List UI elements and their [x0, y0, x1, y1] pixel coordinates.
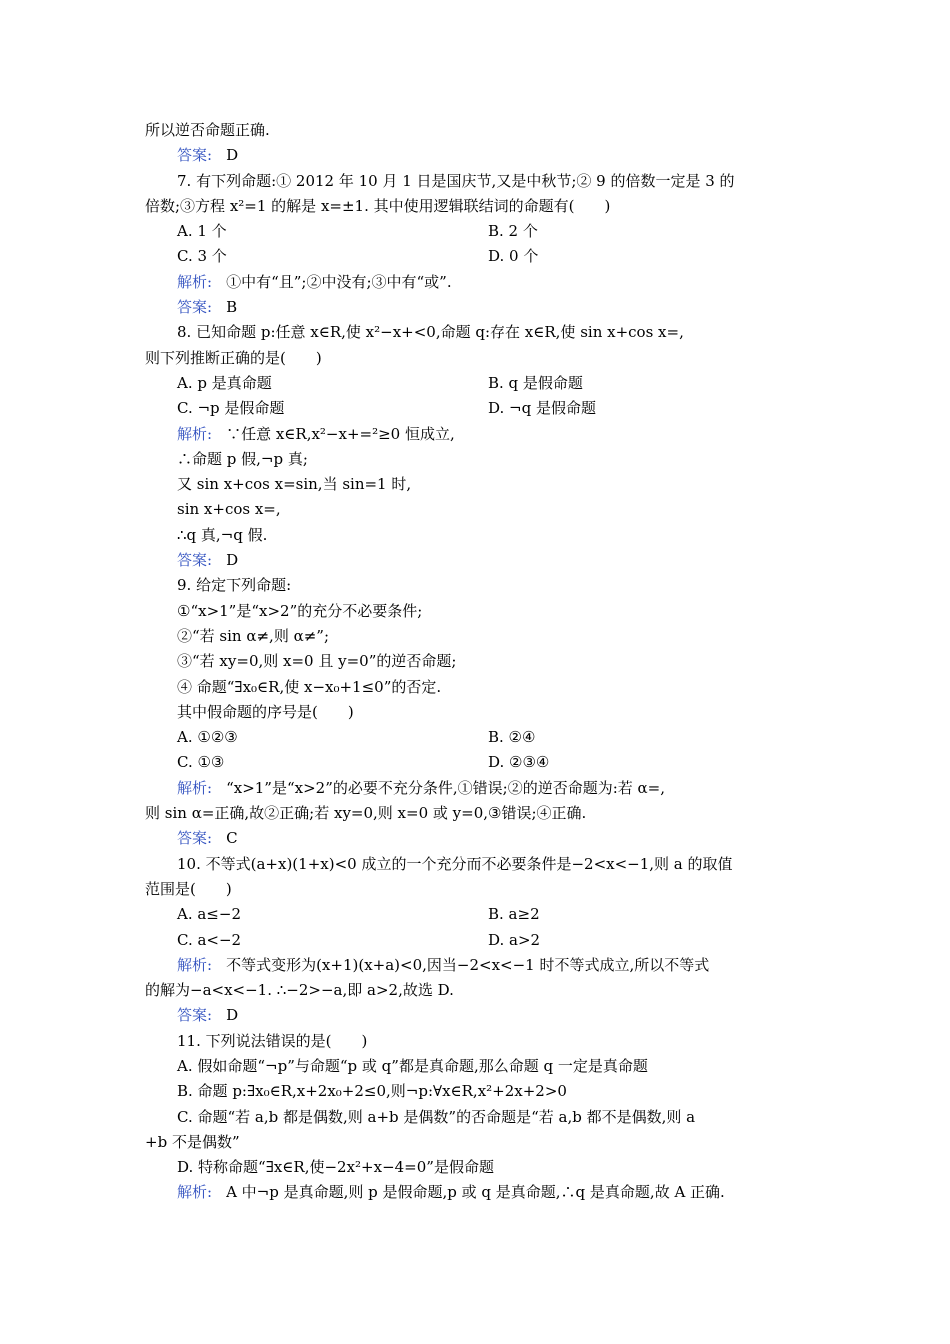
option-right: D. ¬q 是假命题: [488, 399, 596, 418]
text-line: A. 假如命题“¬p”与命题“p 或 q”都是真命题,那么命题 q 一定是真命题: [177, 1056, 648, 1075]
options-row: [145, 902, 810, 927]
text-line: +b 不是偶数”: [145, 1132, 240, 1151]
analysis-text: ∵任意 x∈R,x²−x+=²≥0 恒成立,: [226, 424, 455, 443]
option-right: D. a>2: [488, 930, 541, 949]
analysis-text: ①中有“且”;②中没有;③中有“或”.: [226, 272, 452, 291]
options-row: [145, 750, 810, 775]
answer-text: D: [226, 551, 239, 570]
text-line: 范围是( ): [145, 879, 232, 898]
options-row: [145, 371, 810, 396]
option-right: D. 0 个: [488, 247, 539, 266]
analysis-line: [145, 270, 810, 295]
option-left: C. ①③: [177, 753, 225, 772]
answer-label: 答案:: [177, 551, 213, 570]
analysis-label: 解析:: [177, 424, 213, 443]
analysis-text: 不等式变形为(x+1)(x+a)<0,因当−2<x<−1 时不等式成立,所以不等式: [226, 955, 710, 974]
analysis-line: [145, 776, 810, 801]
analysis-line: [145, 422, 810, 447]
option-left: A. p 是真命题: [177, 373, 272, 392]
analysis-label: 解析:: [177, 778, 213, 797]
text-line: 的解为−a<x<−1. ∴−2>−a,即 a>2,故选 D.: [145, 981, 454, 1000]
options-row: [145, 244, 810, 269]
answer-label: 答案:: [177, 298, 213, 317]
text-line: 7. 有下列命题:① 2012 年 10 月 1 日是国庆节,又是中秋节;② 9 的倍数一定是 3 的: [177, 171, 735, 190]
option-left: A. ①②③: [177, 728, 238, 747]
answer-line: [145, 295, 810, 320]
text-line: 8. 已知命题 p:任意 x∈R,使 x²−x+<0,命题 q:存在 x∈R,使 sin x+cos x=,: [177, 323, 684, 342]
option-left: A. a≤−2: [177, 905, 241, 924]
text-line: 9. 给定下列命题:: [177, 576, 292, 595]
analysis-label: 解析:: [177, 272, 213, 291]
options-row: [145, 928, 810, 953]
option-left: A. 1 个: [177, 222, 227, 241]
option-right: B. a≥2: [488, 905, 540, 924]
option-right: B. q 是假命题: [488, 373, 583, 392]
text-line: C. 命题“若 a,b 都是偶数,则 a+b 是偶数”的否命题是“若 a,b 都不是偶数,则 a: [177, 1107, 696, 1126]
text-line: ①“x>1”是“x>2”的充分不必要条件;: [177, 601, 423, 620]
analysis-text: A 中¬p 是真命题,则 p 是假命题,p 或 q 是真命题,∴q 是真命题,故 A 正确.: [226, 1183, 725, 1202]
analysis-line: [145, 1180, 810, 1205]
text-line: ∴q 真,¬q 假.: [177, 525, 268, 544]
answer-text: B: [226, 298, 238, 317]
answer-text: D: [226, 146, 239, 165]
text-line: D. 特称命题“∃x∈R,使−2x²+x−4=0”是假命题: [177, 1158, 494, 1177]
text-line: ③“若 xy=0,则 x=0 且 y=0”的逆否命题;: [177, 652, 457, 671]
option-right: B. 2 个: [488, 222, 538, 241]
answer-text: D: [226, 1006, 239, 1025]
answer-line: [145, 1003, 810, 1028]
option-right: D. ②③④: [488, 753, 550, 772]
option-left: C. a<−2: [177, 930, 242, 949]
text-line: ④ 命题“∃x₀∈R,使 x−x₀+1≤0”的否定.: [177, 677, 442, 696]
text-line: 倍数;③方程 x²=1 的解是 x=±1. 其中使用逻辑联结词的命题有( ): [145, 196, 611, 215]
text-line: 则下列推断正确的是( ): [145, 348, 322, 367]
text-line: sin x+cos x=,: [177, 500, 281, 519]
options-row: [145, 725, 810, 750]
answer-label: 答案:: [177, 829, 213, 848]
analysis-label: 解析:: [177, 1183, 213, 1202]
analysis-line: [145, 953, 810, 978]
options-row: [145, 219, 810, 244]
options-row: [145, 396, 810, 421]
document-body: [145, 118, 810, 1206]
option-left: C. ¬p 是假命题: [177, 399, 285, 418]
answer-text: C: [226, 829, 238, 848]
text-line: 又 sin x+cos x=sin,当 sin=1 时,: [177, 475, 412, 494]
analysis-label: 解析:: [177, 955, 213, 974]
answer-line: [145, 826, 810, 851]
text-line: 10. 不等式(a+x)(1+x)<0 成立的一个充分而不必要条件是−2<x<−1,则 a 的取值: [177, 854, 733, 873]
answer-line: [145, 143, 810, 168]
answer-line: [145, 548, 810, 573]
text-line: 其中假命题的序号是( ): [177, 702, 354, 721]
option-right: B. ②④: [488, 728, 536, 747]
text-line: 所以逆否命题正确.: [145, 121, 270, 139]
option-left: C. 3 个: [177, 247, 227, 266]
answer-label: 答案:: [177, 146, 213, 165]
analysis-text: “x>1”是“x>2”的必要不充分条件,①错误;②的逆否命题为:若 α=,: [226, 778, 665, 797]
text-line: ②“若 sin α≠,则 α≠”;: [177, 626, 330, 645]
answer-label: 答案:: [177, 1006, 213, 1025]
text-line: ∴命题 p 假,¬p 真;: [177, 449, 308, 468]
text-line: 11. 下列说法错误的是( ): [177, 1031, 368, 1050]
text-line: 则 sin α=正确,故②正确;若 xy=0,则 x=0 或 y=0,③错误;④正确.: [145, 804, 587, 823]
text-line: B. 命题 p:∃x₀∈R,x+2x₀+2≤0,则¬p:∀x∈R,x²+2x+2>0: [177, 1082, 567, 1101]
